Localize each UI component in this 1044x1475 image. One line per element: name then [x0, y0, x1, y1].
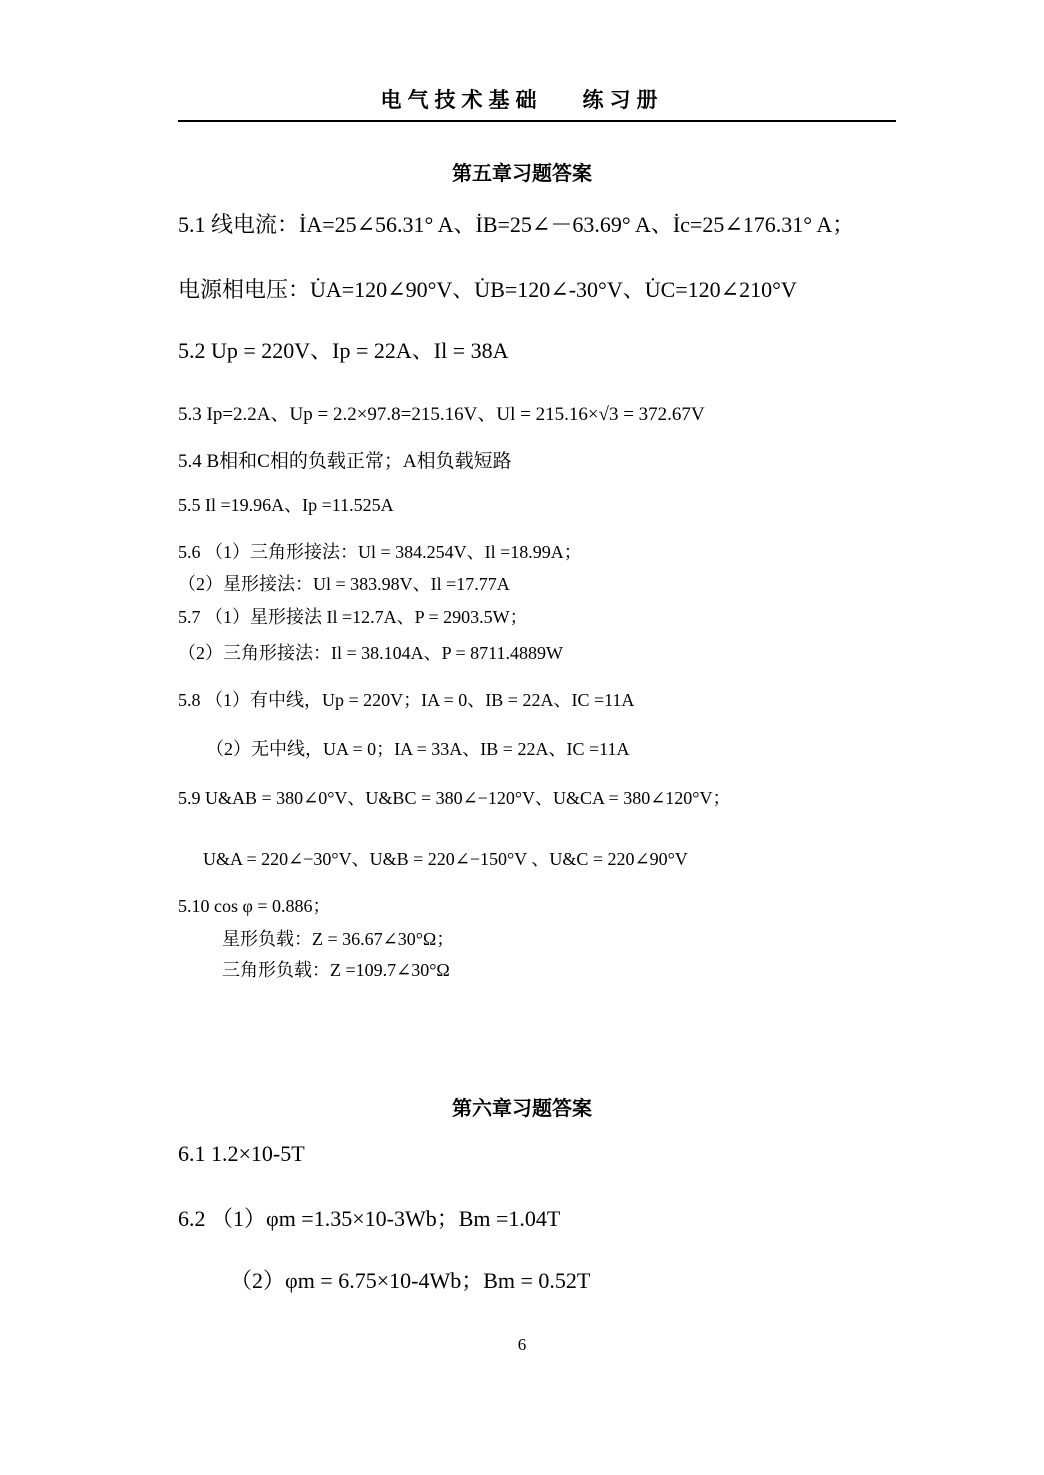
- answer-6-1: 6.1 1.2×10-5T: [178, 1141, 305, 1166]
- answer-5-1-line-currents: 5.1 线电流：İA=25∠56.31° A、İB=25∠－63.69° A、İc=25∠176.31° A；: [178, 212, 855, 237]
- answer-6-2-part2: （2）φm = 6.75×10-4Wb；Bm = 0.52T: [230, 1268, 591, 1293]
- answer-5-8-with-neutral: 5.8 （1）有中线，Up = 220V；IA = 0、IB = 22A、IC =11A: [178, 690, 635, 710]
- answer-5-10-star-load: 星形负载：Z = 36.67∠30°Ω；: [222, 929, 455, 949]
- chapter6-title: 第六章习题答案: [452, 1098, 592, 1120]
- answer-5-10-delta-load: 三角形负载：Z =109.7∠30°Ω: [222, 960, 450, 980]
- answer-5-4: 5.4 B相和C相的负载正常；A相负载短路: [178, 451, 512, 472]
- answer-5-5: 5.5 Il =19.96A、Ip =11.525A: [178, 495, 394, 515]
- answer-5-9-phase-voltages: U&A = 220∠−30°V、U&B = 220∠−150°V 、U&C = 220∠90°V: [203, 849, 688, 869]
- header-course-title: 电气技术基础: [380, 88, 543, 112]
- header-workbook-label: 练习册: [582, 88, 664, 112]
- answer-5-1-phase-voltages: 电源相电压：U̇A=120∠90°V、U̇B=120∠-30°V、U̇C=120∠210°V: [178, 277, 797, 302]
- answer-5-6-star: （2）星形接法：Ul = 383.98V、Il =17.77A: [178, 574, 510, 594]
- answer-5-9-line-voltages: 5.9 U&AB = 380∠0°V、U&BC = 380∠−120°V、U&CA = 380∠120°V；: [178, 788, 731, 808]
- answer-5-10-power-factor: 5.10 cos φ = 0.886；: [178, 896, 331, 916]
- answer-5-3: 5.3 Ip=2.2A、Up = 2.2×97.8=215.16V、Ul = 215.16×√3 = 372.67V: [178, 404, 705, 425]
- page-number: 6: [517, 1335, 527, 1354]
- answer-5-7-star: 5.7 （1）星形接法 Il =12.7A、P = 2903.5W；: [178, 607, 528, 627]
- answer-5-6-delta: 5.6 （1）三角形接法：Ul = 384.254V、Il =18.99A；: [178, 542, 582, 562]
- page-header: [0, 84, 1044, 114]
- answer-6-2-part1: 6.2 （1）φm =1.35×10-3Wb；Bm =1.04T: [178, 1206, 561, 1231]
- header-rule: [178, 120, 896, 122]
- answer-5-8-without-neutral: （2）无中线，UA = 0；IA = 33A、IB = 22A、IC =11A: [206, 739, 630, 759]
- answer-5-7-delta: （2）三角形接法：Il = 38.104A、P = 8711.4889W: [178, 643, 563, 663]
- chapter5-title: 第五章习题答案: [452, 163, 592, 185]
- answer-5-2: 5.2 Up = 220V、Ip = 22A、Il = 38A: [178, 338, 509, 363]
